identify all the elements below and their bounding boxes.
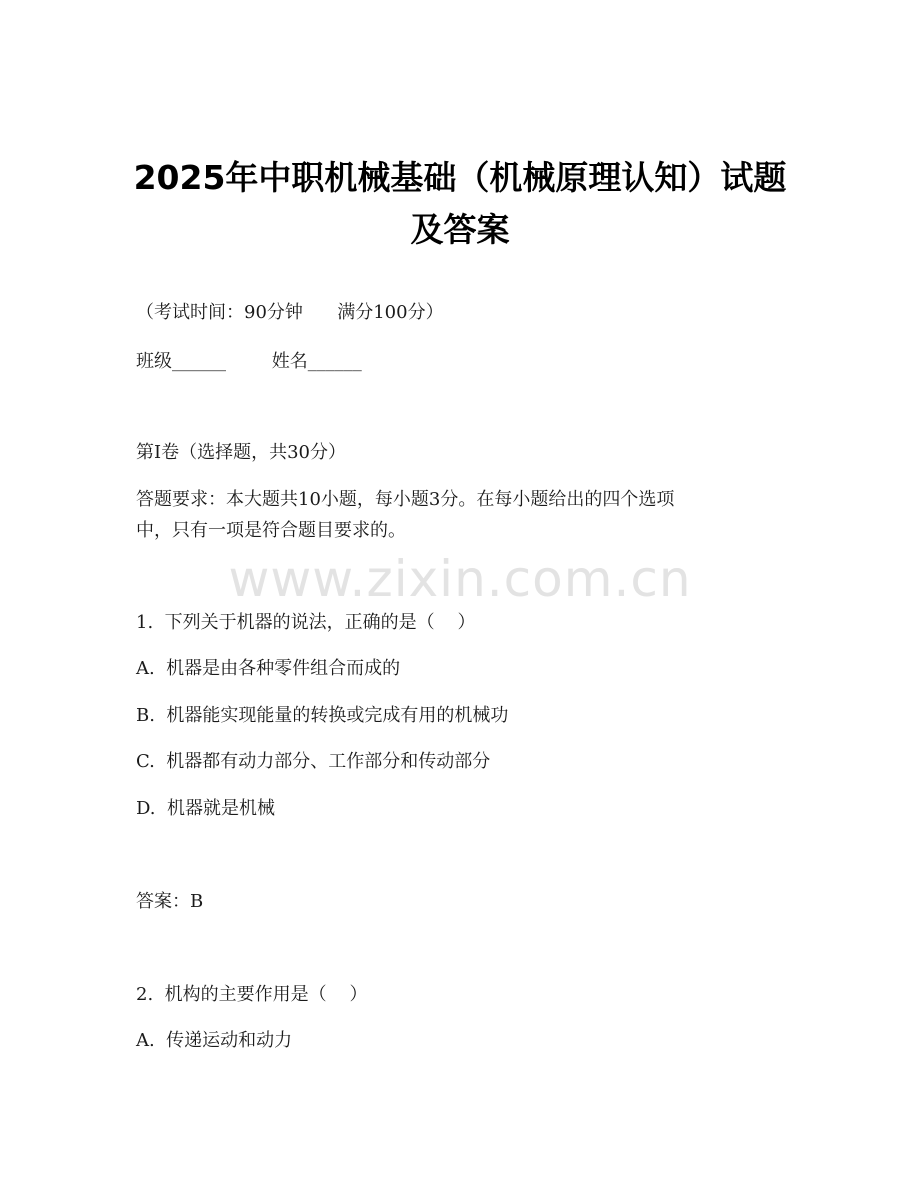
document-title-line-2: 及答案 <box>410 210 510 249</box>
question-1-option-b: B. 机器能实现能量的转换或完成有用的机械功 <box>136 705 509 726</box>
question-1-answer: 答案：B <box>136 891 204 912</box>
section-title: 第I卷（选择题，共30分） <box>136 442 347 463</box>
document-title-line-1: 2025年中职机械基础（机械原理认知）试题 <box>133 158 787 197</box>
question-1-option-c: C. 机器都有动力部分、工作部分和传动部分 <box>136 751 491 772</box>
question-2-option-a: A. 传递运动和动力 <box>136 1030 293 1051</box>
instructions-line-1: 答题要求：本大题共10小题，每小题3分。在每小题给出的四个选项 <box>136 489 675 510</box>
watermark: www.zixin.com.cn <box>228 550 692 608</box>
instructions-line-2: 中，只有一项是符合题目要求的。 <box>136 520 406 541</box>
question-1-option-d: D. 机器就是机械 <box>136 798 275 819</box>
question-1-option-a: A. 机器是由各种零件组合而成的 <box>136 658 401 679</box>
exam-info: （考试时间：90分钟 满分100分） <box>136 302 444 323</box>
class-name-line: 班级______ 姓名______ <box>136 351 362 372</box>
question-1-stem: 1. 下列关于机器的说法，正确的是（ ） <box>136 612 476 633</box>
question-2-stem: 2. 机构的主要作用是（ ） <box>136 984 368 1005</box>
